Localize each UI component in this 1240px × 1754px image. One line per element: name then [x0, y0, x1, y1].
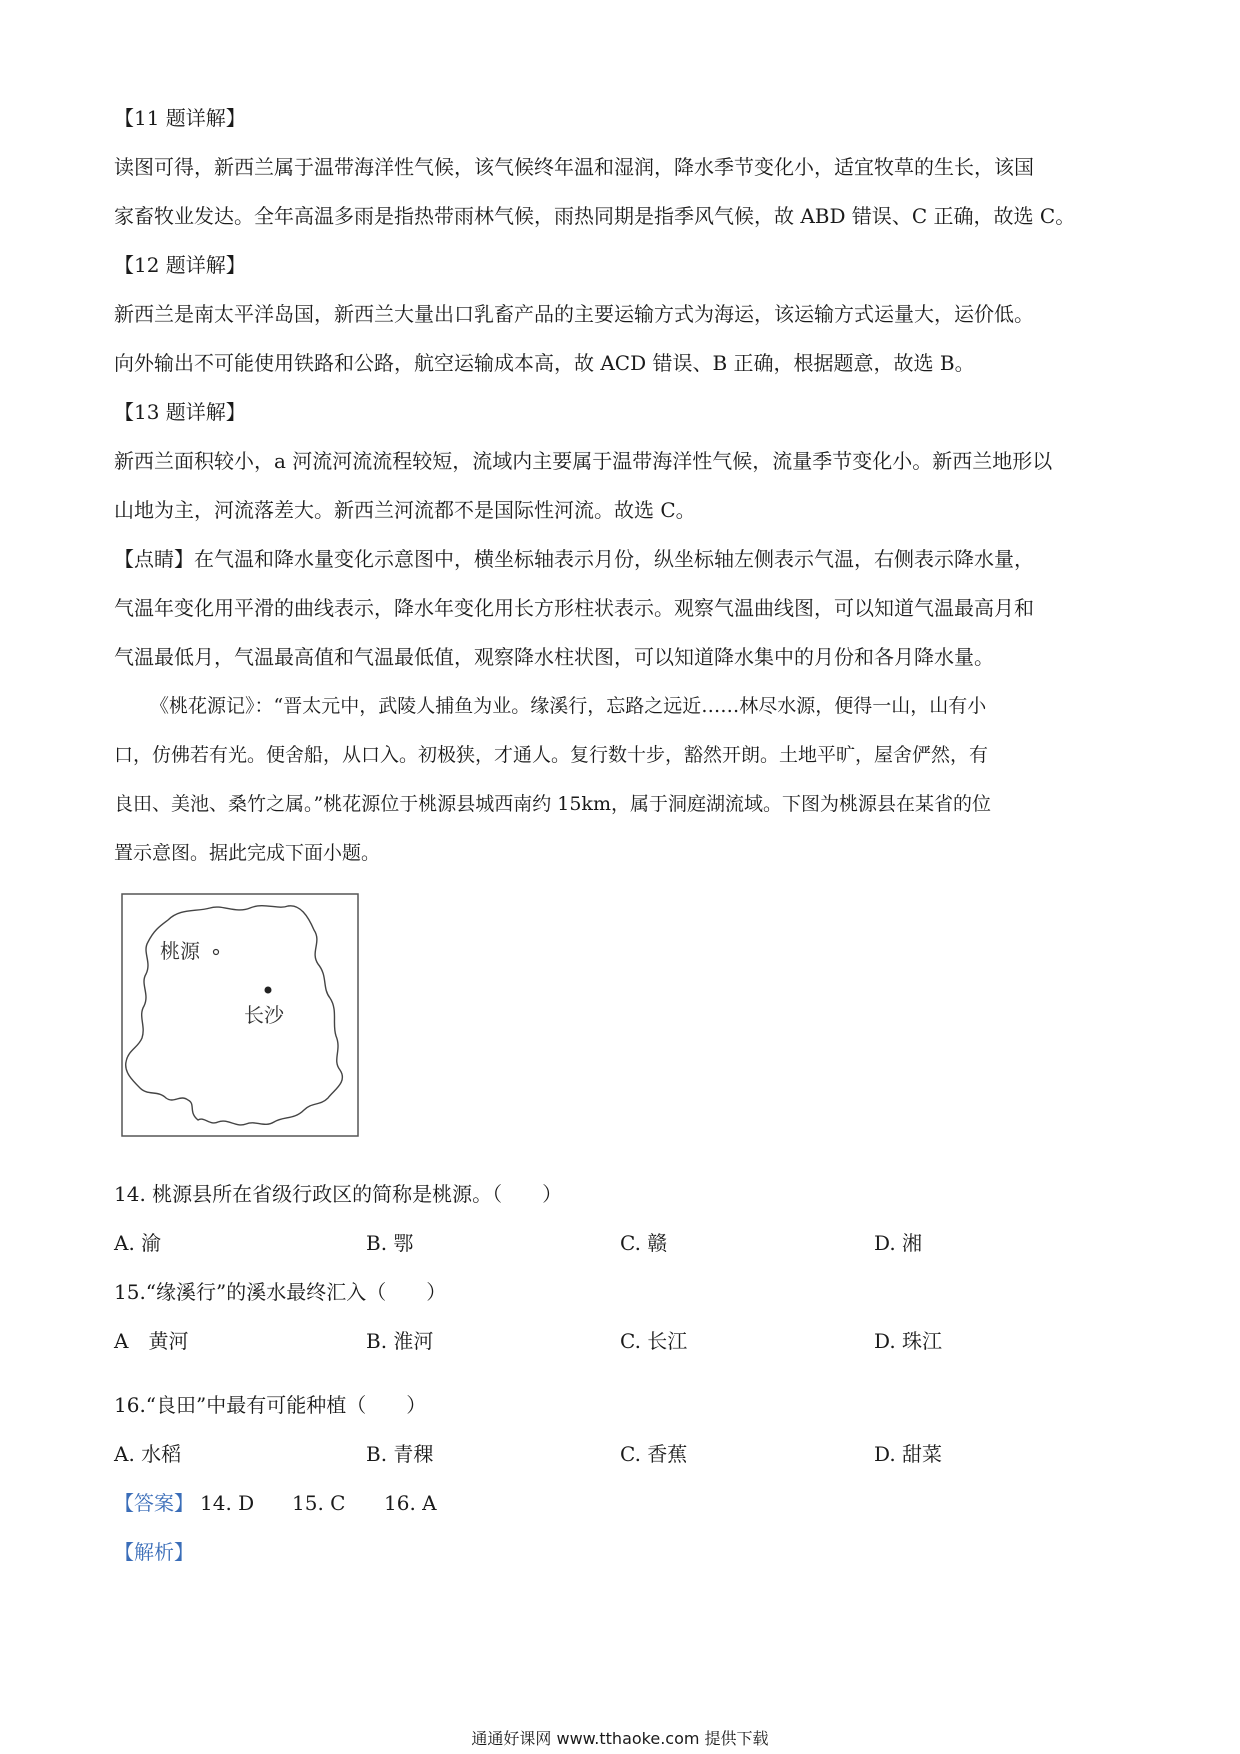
question-14-option-b: B. 鄂 — [366, 1231, 414, 1255]
taoyuan-marker — [214, 950, 219, 955]
question-15-option-d: D. 珠江 — [874, 1329, 943, 1353]
passage-line-1: 《桃花源记》：“晋太元中，武陵人捕鱼为业。缘溪行，忘路之远近……林尽水源，便得一山，山有小 — [150, 695, 987, 717]
q11-line-1: 读图可得，新西兰属于温带海洋性气候，该气候终年温和湿润，降水季节变化小，适宜牧草的生长，该国 — [114, 155, 1034, 179]
q12-heading: 【12 题详解】 — [114, 253, 246, 277]
dianjing-line-1 — [114, 545, 1034, 573]
answer-16: 16. A — [384, 1491, 437, 1515]
q13-heading: 【13 题详解】 — [114, 400, 246, 424]
question-15-option-c: C. 长江 — [620, 1329, 688, 1353]
q13-line-2: 山地为主，河流落差大。新西兰河流都不是国际性河流。故选 C。 — [114, 498, 696, 522]
map-frame — [122, 894, 358, 1136]
question-15-option-a: A 黄河 — [114, 1329, 189, 1353]
dianjing-line-2: 气温年变化用平滑的曲线表示，降水年变化用长方形柱状表示。观察气温曲线图，可以知道气温最高月和 — [114, 596, 1034, 620]
map-label-changsha: 长沙 — [244, 1003, 284, 1027]
q11-heading: 【11 题详解】 — [114, 106, 246, 130]
q12-line-2: 向外输出不可能使用铁路和公路，航空运输成本高，故 ACD 错误、B 正确，根据题意，故选 B。 — [114, 351, 975, 375]
question-14-option-d: D. 湘 — [874, 1231, 923, 1255]
question-15-stem: 15.“缘溪行”的溪水最终汇入（ ） — [114, 1280, 447, 1304]
passage-line-2: 口，仿佛若有光。便舍船，从口入。初极狭，才通人。复行数十步，豁然开朗。土地平旷，屋舍俨然，有 — [114, 744, 989, 766]
q13-line-1: 新西兰面积较小，a 河流河流流程较短，流域内主要属于温带海洋性气候，流量季节变化小。新西兰地形以 — [114, 449, 1053, 473]
q12-line-1: 新西兰是南太平洋岛国，新西兰大量出口乳畜产品的主要运输方式为海运，该运输方式运量大，运价低。 — [114, 302, 1034, 326]
hunan-location-map — [118, 890, 368, 1146]
dianjing-text-1: 在气温和降水量变化示意图中，横坐标轴表示月份，纵坐标轴左侧表示气温，右侧表示降水量， — [194, 547, 1034, 571]
question-16-option-c: C. 香蕉 — [620, 1442, 688, 1466]
analysis-label: 【解析】 — [114, 1540, 194, 1564]
changsha-dot — [265, 987, 272, 994]
passage-line-3: 良田、美池、桑竹之属。”桃花源位于桃源县城西南约 15km，属于洞庭湖流域。下图为桃源县在某省的位 — [114, 793, 991, 815]
passage-line-4: 置示意图。据此完成下面小题。 — [114, 842, 381, 864]
answer-15: 15. C — [292, 1491, 346, 1515]
answer-14: 14. D — [200, 1491, 255, 1515]
question-16-option-a: A. 水稻 — [114, 1442, 182, 1466]
q11-line-2: 家畜牧业发达。全年高温多雨是指热带雨林气候，雨热同期是指季风气候，故 ABD 错误、C 正确，故选 C。 — [114, 204, 1076, 228]
page-footer: 通通好课网 www.tthaoke.com 提供下载 — [471, 1729, 769, 1748]
question-15-option-b: B. 淮河 — [366, 1329, 434, 1353]
question-16-option-d: D. 甜菜 — [874, 1442, 943, 1466]
question-14-stem: 14. 桃源县所在省级行政区的简称是桃源。（ ） — [114, 1182, 563, 1206]
question-14-option-a: A. 渝 — [114, 1231, 162, 1255]
question-14-option-c: C. 赣 — [620, 1231, 668, 1255]
question-16-stem: 16.“良田”中最有可能种植（ ） — [114, 1393, 427, 1417]
province-outline — [126, 906, 343, 1125]
answer-label: 【答案】 — [114, 1491, 194, 1515]
question-16-option-b: B. 青稞 — [366, 1442, 434, 1466]
map-label-taoyuan: 桃源 — [160, 939, 200, 963]
dianjing-line-3: 气温最低月，气温最高值和气温最低值，观察降水柱状图，可以知道降水集中的月份和各月降水量。 — [114, 645, 994, 669]
dianjing-label: 【点睛】 — [114, 547, 194, 571]
